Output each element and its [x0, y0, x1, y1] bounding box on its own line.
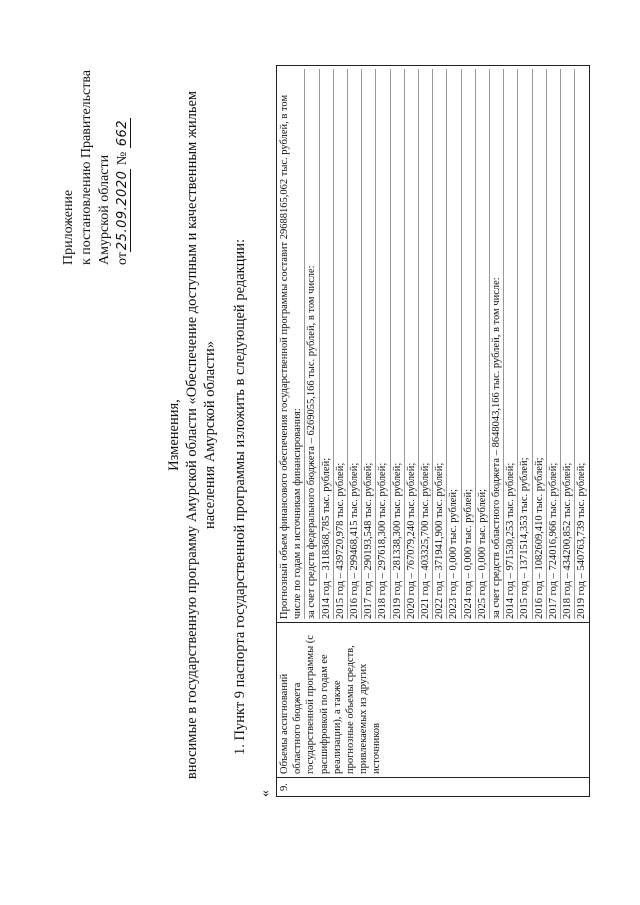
- heading-line-3: населения Амурской области»: [202, 341, 218, 529]
- funding-line: 2024 год – 0,000 тыс. рублей;: [462, 69, 476, 619]
- funding-line: Прогнозный объем финансового обеспечения государственной программы составит 29688165,062 тыс. рублей, в том числе по годам и источникам финансирования:: [278, 69, 305, 619]
- funding-line: 2019 год – 281338,300 тыс. рублей;: [391, 69, 405, 619]
- heading-line-2: вносимые в государственную программу Амурской области «Обеспечение доступным и качественным жильем: [184, 90, 200, 780]
- appendix-block: [60, 70, 132, 265]
- funding-line: 2016 год – 1082609,410 тыс. рублей;: [533, 69, 547, 619]
- funding-line: за счет средств областного бюджета – 8648043,166 тыс. рублей, в том числе:: [490, 69, 504, 619]
- funding-line: 2015 год – 1371514,353 тыс. рублей;: [518, 69, 532, 619]
- document-heading: [165, 55, 219, 815]
- funding-line: 2023 год – 0,000 тыс. рублей;: [447, 69, 461, 619]
- table-row: [277, 66, 590, 797]
- row-content: [277, 66, 590, 623]
- funding-line: 2018 год – 434200,852 тыс. рублей;: [561, 69, 575, 619]
- funding-line: 2018 год – 297618,300 тыс. рублей;: [376, 69, 390, 619]
- appendix-date-line: [114, 70, 132, 265]
- funding-line: 2021 год – 403325,700 тыс. рублей;: [419, 69, 433, 619]
- appendix-line-1: к постановлению Правительства: [79, 69, 94, 265]
- intro-paragraph: 1. Пункт 9 паспорта государственной программы изложить в следующей редакции:: [232, 239, 248, 755]
- funding-lines: [278, 69, 588, 619]
- handwritten-date: 25.09.2020: [115, 170, 130, 251]
- passport-table: [276, 65, 590, 797]
- funding-line: 2025 год – 0,000 тыс. рублей;: [476, 69, 490, 619]
- appendix-line-2: Амурской области: [97, 154, 112, 265]
- funding-line: 2017 год – 724016,966 тыс. рублей;: [547, 69, 561, 619]
- funding-line: 2017 год – 290193,548 тыс. рублей;: [362, 69, 376, 619]
- opening-quote: «: [258, 790, 273, 797]
- funding-line: 2019 год – 540763,739 тыс. рублей;: [576, 462, 588, 619]
- row-number: 9.: [277, 778, 590, 797]
- funding-line: за счет средств федерального бюджета – 6269055,166 тыс. рублей, в том числе:: [305, 69, 319, 619]
- row-label: Объемы ассигнований областного бюджета государственной программы (с расшифровкой по годам ее реализации), а также прогнозные объемы средств, привлекаемых из других источников: [277, 623, 590, 778]
- funding-line: 2014 год – 3118368,785 тыс. рублей;: [320, 69, 334, 619]
- appendix-title: Приложение: [61, 189, 76, 265]
- number-label: №: [115, 151, 130, 166]
- heading-line-1: Изменения,: [166, 399, 182, 471]
- funding-line: 2014 год – 971530,253 тыс. рублей;: [504, 69, 518, 619]
- from-label: от: [115, 252, 130, 265]
- handwritten-number: 662: [115, 119, 130, 147]
- funding-line: 2022 год – 371941,900 тыс. рублей;: [433, 69, 447, 619]
- funding-line: 2015 год – 439720,978 тыс. рублей;: [334, 69, 348, 619]
- funding-line: 2020 год – 767079,240 тыс. рублей;: [405, 69, 419, 619]
- funding-line: 2016 год – 299468,415 тыс. рублей;: [348, 69, 362, 619]
